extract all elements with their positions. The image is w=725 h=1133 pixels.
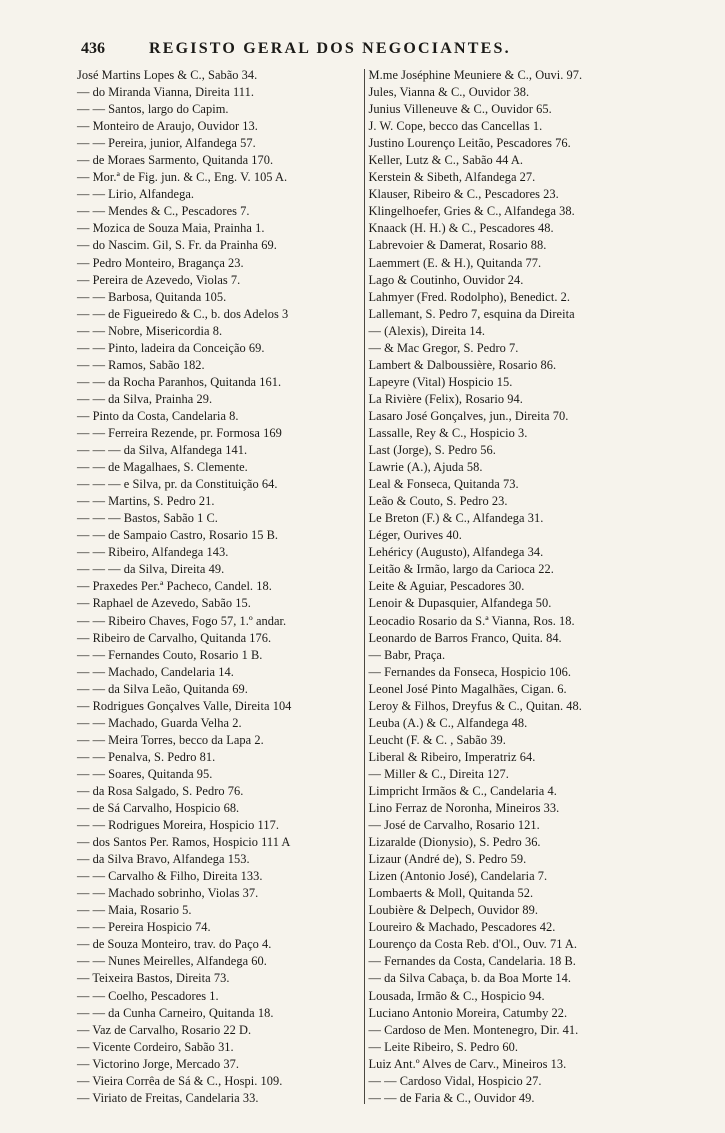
- directory-entry: — & Mac Gregor, S. Pedro 7.: [368, 340, 519, 355]
- directory-entry: Lassalle, Rey & C., Hospicio 3.: [368, 425, 528, 440]
- directory-entry: — — Mendes & C., Pescadores 7.: [77, 204, 250, 219]
- directory-entry: — Leite Ribeiro, S. Pedro 60.: [368, 1039, 518, 1054]
- directory-entry: Lourenço da Costa Reb. d'Ol., Ouv. 71 A.: [368, 937, 578, 952]
- directory-entry: — — Santos, largo do Capim.: [77, 102, 229, 117]
- directory-entry: — — — da Silva, Direita 49.: [77, 562, 225, 577]
- directory-entry: Lehéricy (Augusto), Alfandega 34.: [368, 545, 544, 560]
- directory-entry: Leal & Fonseca, Quitanda 73.: [368, 477, 519, 492]
- directory-entry: — — Coelho, Pescadores 1.: [77, 988, 219, 1003]
- directory-entry: Klauser, Ribeiro & C., Pescadores 23.: [368, 187, 559, 202]
- directory-entry: — Babr, Praça.: [368, 647, 446, 662]
- directory-entry: — — de Figueiredo & C., b. dos Adelos 3: [77, 306, 289, 321]
- directory-entry: — Raphael de Azevedo, Sabão 15.: [77, 596, 251, 611]
- directory-entry: — (Alexis), Direita 14.: [368, 323, 485, 338]
- directory-entry: — — Ribeiro Chaves, Fogo 57, 1.º andar.: [77, 613, 287, 628]
- directory-entry: — Fernandes da Costa, Candelaria. 18 B.: [368, 954, 576, 969]
- directory-entry: Leucht (F. & C. , Sabão 39.: [368, 732, 506, 747]
- right-column: [368, 67, 667, 1105]
- directory-entry: — Miller & C., Direita 127.: [368, 766, 509, 781]
- directory-entry: Lago & Coutinho, Ouvidor 24.: [368, 272, 524, 287]
- directory-entry: — — Carvalho & Filho, Direita 133.: [77, 869, 263, 884]
- directory-entry: — — Soares, Quitanda 95.: [77, 766, 213, 781]
- directory-entry: — Vicente Cordeiro, Sabão 31.: [77, 1039, 234, 1054]
- directory-entry: — — Pereira, junior, Alfandega 57.: [77, 136, 256, 151]
- directory-entry: Kerstein & Sibeth, Alfandega 27.: [368, 170, 536, 185]
- directory-entry: — dos Santos Per. Ramos, Hospicio 111 A: [77, 835, 291, 850]
- directory-entry: — — Ramos, Sabão 182.: [77, 357, 205, 372]
- directory-entry: — — Machado, Candelaria 14.: [77, 664, 234, 679]
- directory-entry: — — da Cunha Carneiro, Quitanda 18.: [77, 1005, 274, 1020]
- directory-entry: Loureiro & Machado, Pescadores 42.: [368, 920, 556, 935]
- directory-entry: Lahmyer (Fred. Rodolpho), Benedict. 2.: [368, 289, 571, 304]
- directory-entry: J. W. Cope, becco das Cancellas 1.: [368, 119, 543, 134]
- directory-entry: Luciano Antonio Moreira, Catumby 22.: [368, 1005, 568, 1020]
- directory-entry: Lizaur (André de), S. Pedro 59.: [368, 852, 527, 867]
- directory-entry: Leitão & Irmão, largo da Carioca 22.: [368, 562, 554, 577]
- directory-entry: — Cardoso de Men. Montenegro, Dir. 41.: [368, 1022, 579, 1037]
- directory-entry: — Vieira Corrêa de Sá & C., Hospi. 109.: [77, 1073, 283, 1088]
- directory-entry: — Pereira de Azevedo, Violas 7.: [77, 272, 241, 287]
- directory-entry: — Ribeiro de Carvalho, Quitanda 176.: [77, 630, 272, 645]
- directory-entry: — — de Sampaio Castro, Rosario 15 B.: [77, 528, 279, 543]
- directory-entry: Léger, Ourives 40.: [368, 528, 462, 543]
- directory-entry: Leite & Aguiar, Pescadores 30.: [368, 579, 525, 594]
- column-divider: [364, 69, 365, 1104]
- directory-entry: Jules, Vianna & C., Ouvidor 38.: [368, 85, 530, 100]
- directory-entry: Liberal & Ribeiro, Imperatriz 64.: [368, 749, 536, 764]
- directory-entry: Lenoir & Dupasquier, Alfandega 50.: [368, 596, 552, 611]
- directory-columns: [77, 67, 667, 1105]
- directory-entry: — — Fernandes Couto, Rosario 1 B.: [77, 647, 263, 662]
- directory-entry: Labrevoier & Damerat, Rosario 88.: [368, 238, 547, 253]
- directory-entry: Lapeyre (Vital) Hospicio 15.: [368, 374, 513, 389]
- directory-entry: Leuba (A.) & C., Alfandega 48.: [368, 715, 528, 730]
- directory-entry: Keller, Lutz & C., Sabão 44 A.: [368, 153, 524, 168]
- directory-entry: — Rodrigues Gonçalves Valle, Direita 104: [77, 698, 292, 713]
- directory-entry: — José de Carvalho, Rosario 121.: [368, 818, 540, 833]
- directory-entry: José Martins Lopes & C., Sabão 34.: [77, 68, 258, 82]
- directory-entry: M.me Joséphine Meuniere & C., Ouvi. 97.: [368, 68, 583, 82]
- directory-entry: Luiz Ant.º Alves de Carv., Mineiros 13.: [368, 1056, 567, 1071]
- page-header: [81, 40, 661, 62]
- directory-entry: Lawrie (A.), Ajuda 58.: [368, 460, 483, 475]
- directory-entry: Lizen (Antonio José), Candelaria 7.: [368, 869, 548, 884]
- directory-entry: — da Silva Bravo, Alfandega 153.: [77, 852, 250, 867]
- directory-entry: Le Breton (F.) & C., Alfandega 31.: [368, 511, 544, 526]
- directory-entry: — — Pereira Hospicio 74.: [77, 920, 211, 935]
- left-column: [77, 67, 360, 1105]
- directory-entry: — — Meira Torres, becco da Lapa 2.: [77, 732, 264, 747]
- directory-entry: — — — da Silva, Alfandega 141.: [77, 443, 248, 458]
- directory-entry: — — Ribeiro, Alfandega 143.: [77, 545, 229, 560]
- directory-entry: Laemmert (E. & H.), Quitanda 77.: [368, 255, 542, 270]
- directory-entry: Loubière & Delpech, Ouvidor 89.: [368, 903, 539, 918]
- directory-entry: — Mor.ª de Fig. jun. & C., Eng. V. 105 A.: [77, 170, 288, 185]
- directory-entry: — — de Faria & C., Ouvidor 49.: [368, 1090, 535, 1105]
- directory-entry: Lasaro José Gonçalves, jun., Direita 70.: [368, 408, 569, 423]
- directory-entry: La Rivière (Felix), Rosario 94.: [368, 391, 523, 406]
- directory-entry: Leonardo de Barros Franco, Quita. 84.: [368, 630, 562, 645]
- directory-entry: Justino Lourenço Leitão, Pescadores 76.: [368, 136, 571, 151]
- directory-entry: — Victorino Jorge, Mercado 37.: [77, 1056, 240, 1071]
- directory-entry: — — Martins, S. Pedro 21.: [77, 494, 215, 509]
- directory-entry: Lino Ferraz de Noronha, Mineiros 33.: [368, 801, 560, 816]
- directory-entry: — da Silva Cabaça, b. da Boa Morte 14.: [368, 971, 572, 986]
- directory-entry: — — Barbosa, Quitanda 105.: [77, 289, 227, 304]
- directory-entry: — — da Rocha Paranhos, Quitanda 161.: [77, 374, 282, 389]
- directory-entry: — da Rosa Salgado, S. Pedro 76.: [77, 783, 244, 798]
- directory-entry: — Vaz de Carvalho, Rosario 22 D.: [77, 1022, 252, 1037]
- directory-entry: — — Cardoso Vidal, Hospicio 27.: [368, 1073, 542, 1088]
- directory-entry: — — Penalva, S. Pedro 81.: [77, 749, 216, 764]
- directory-entry: Lombaerts & Moll, Quitanda 52.: [368, 886, 534, 901]
- directory-entry: Leão & Couto, S. Pedro 23.: [368, 494, 508, 509]
- directory-entry: Lizaralde (Dionysio), S. Pedro 36.: [368, 835, 541, 850]
- directory-entry: Junius Villeneuve & C., Ouvidor 65.: [368, 102, 552, 117]
- directory-entry: — — Machado, Guarda Velha 2.: [77, 715, 242, 730]
- directory-entry: Lambert & Dalboussière, Rosario 86.: [368, 357, 557, 372]
- directory-entry: — — da Silva, Prainha 29.: [77, 391, 213, 406]
- directory-entry: Klingelhoefer, Gries & C., Alfandega 38.: [368, 204, 575, 219]
- directory-entry: — de Souza Monteiro, trav. do Paço 4.: [77, 937, 272, 952]
- directory-entry: — — — Bastos, Sabão 1 C.: [77, 511, 218, 526]
- directory-entry: — — Pinto, ladeira da Conceição 69.: [77, 340, 265, 355]
- directory-entry: Leonel José Pinto Magalhães, Cigan. 6.: [368, 681, 567, 696]
- directory-entry: — — Ferreira Rezende, pr. Formosa 169: [77, 425, 282, 440]
- directory-entry: — Mozica de Souza Maia, Prainha 1.: [77, 221, 265, 236]
- directory-entry: — — Maia, Rosario 5.: [77, 903, 192, 918]
- directory-entry: — — de Magalhaes, S. Clemente.: [77, 460, 248, 475]
- directory-entry: — Monteiro de Araujo, Ouvidor 13.: [77, 119, 258, 134]
- directory-entry: — — da Silva Leão, Quitanda 69.: [77, 681, 248, 696]
- directory-entry: — de Sá Carvalho, Hospicio 68.: [77, 801, 240, 816]
- directory-entry: — Pedro Monteiro, Bragança 23.: [77, 255, 244, 270]
- directory-entry: — — Lirio, Alfandega.: [77, 187, 195, 202]
- directory-entry: — Fernandes da Fonseca, Hospicio 106.: [368, 664, 572, 679]
- directory-entry: Leocadio Rosario da S.ª Vianna, Ros. 18.: [368, 613, 575, 628]
- directory-entry: — do Miranda Vianna, Direita 111.: [77, 85, 254, 100]
- directory-entry: Knaack (H. H.) & C., Pescadores 48.: [368, 221, 554, 236]
- directory-entry: Lousada, Irmão & C., Hospicio 94.: [368, 988, 545, 1003]
- directory-entry: — Pinto da Costa, Candelaria 8.: [77, 408, 239, 423]
- directory-entry: — — Rodrigues Moreira, Hospicio 117.: [77, 818, 279, 833]
- page-number: 436: [81, 40, 105, 57]
- directory-entry: — de Moraes Sarmento, Quitanda 170.: [77, 153, 274, 168]
- directory-entry: — — Machado sobrinho, Violas 37.: [77, 886, 259, 901]
- page-title: REGISTO GERAL DOS NEGOCIANTES.: [149, 40, 511, 57]
- directory-entry: Last (Jorge), S. Pedro 56.: [368, 443, 496, 458]
- directory-entry: — Praxedes Per.ª Pacheco, Candel. 18.: [77, 579, 272, 594]
- directory-entry: — do Nascim. Gil, S. Fr. da Prainha 69.: [77, 238, 277, 253]
- directory-entry: — — — e Silva, pr. da Constituição 64.: [77, 477, 278, 492]
- directory-entry: Limpricht Irmãos & C., Candelaria 4.: [368, 783, 557, 798]
- directory-entry: — — Nobre, Misericordia 8.: [77, 323, 223, 338]
- directory-entry: — Teixeira Bastos, Direita 73.: [77, 971, 230, 986]
- directory-entry: — Viriato de Freitas, Candelaria 33.: [77, 1090, 259, 1105]
- directory-entry: Leroy & Filhos, Dreyfus & C., Quitan. 48.: [368, 698, 582, 713]
- directory-entry: Lallemant, S. Pedro 7, esquina da Direita: [368, 306, 575, 321]
- directory-entry: — — Nunes Meirelles, Alfandega 60.: [77, 954, 267, 969]
